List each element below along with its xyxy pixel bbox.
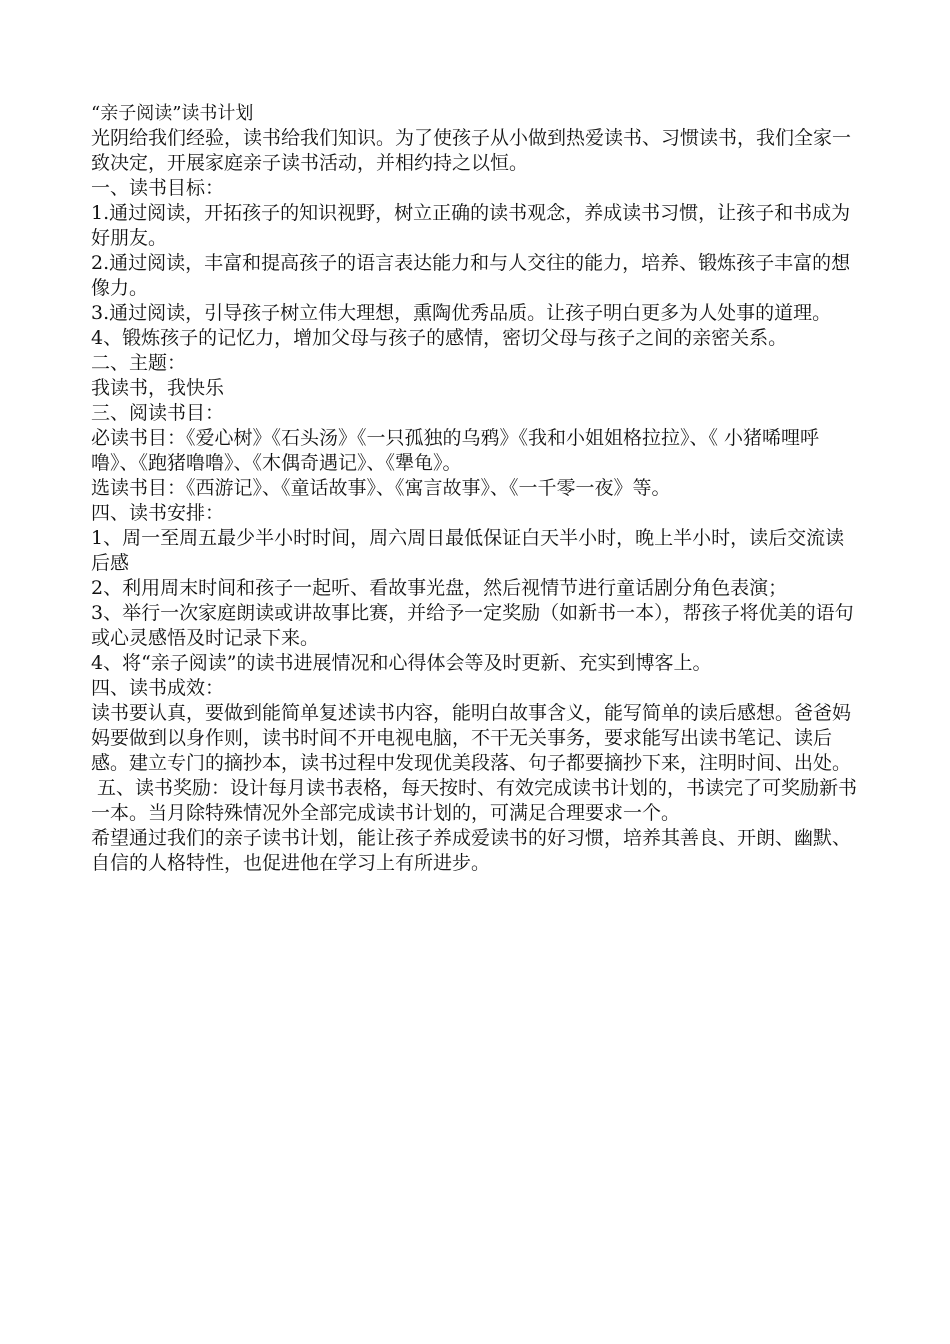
goal-item-4: 4、锻炼孩子的记忆力，增加父母与孩子的感情，密切父母与孩子之间的亲密关系。 (91, 327, 788, 349)
section-heading-schedule: 四、读书安排： (91, 502, 225, 524)
rewards-paragraph: 五、读书奖励：设计每月读书表格，每天按时、有效完成读书计划的，书读完了可奖励新书一本。当月除特殊情况外全部完成读书计划的，可满足合理要求一个。 (91, 777, 858, 824)
section-heading-booklist: 三、阅读书目： (91, 402, 225, 424)
plan-item-3: 3、举行一次家庭朗读或讲故事比赛，并给予一定奖励（如新书一本），帮孩子将优美的语句或心灵感悟及时记录下来。 (91, 602, 854, 649)
required-books: 必读书目：《爱心树》《石头汤》《一只孤独的乌鸦》《我和小姐姐格拉拉》、《 小猪唏哩呼噜》、《跑猪噜噜》、《木偶奇遇记》、《犟龟》。 (91, 427, 820, 474)
section-heading-theme: 二、主题： (91, 352, 187, 374)
plan-item-2: 2、利用周末时间和孩子一起听、看故事光盘，然后视情节进行童话剧分角色表演； (91, 577, 788, 599)
intro-paragraph: 光阴给我们经验，读书给我们知识。为了使孩子从小做到热爱读书、习惯读书，我们全家一致决定，开展家庭亲子读书活动，并相约持之以恒。 (91, 127, 852, 174)
optional-books: 选读书目：《西游记》、《童话故事》、《寓言故事》、《一千零一夜》等。 (91, 477, 671, 499)
plan-item-1: 1、周一至周五最少半小时时间，周六周日最低保证白天半小时，晚上半小时，读后交流读后感 (91, 527, 845, 574)
goal-item-1: 1.通过阅读，开拓孩子的知识视野，树立正确的读书观念，养成读书习惯，让孩子和书成为好朋友。 (91, 202, 851, 249)
document-title: “亲子阅读”读书计划 (91, 103, 254, 124)
section-heading-goals: 一、读书目标： (91, 177, 225, 199)
goal-item-2: 2.通过阅读，丰富和提高孩子的语言表达能力和与人交往的能力，培养、锻炼孩子丰富的想像力。 (91, 252, 851, 299)
outcomes-paragraph: 读书要认真，要做到能简单复述读书内容，能明白故事含义，能写简单的读后感想。爸爸妈妈要做到以身作则，读书时间不开电视电脑，不干无关事务，要求能写出读书笔记、读后感。建立专门的摘抄本，读书过程中发现优美段落、句子都要摘抄下来，注明时间、出处。 (91, 702, 852, 774)
closing-paragraph: 希望通过我们的亲子读书计划，能让孩子养成爱读书的好习惯，培养其善良、开朗、幽默、自信的人格特性，也促进他在学习上有所进步。 (91, 827, 852, 874)
document-page (91, 101, 863, 876)
goal-item-3: 3.通过阅读，引导孩子树立伟大理想，熏陶优秀品质。让孩子明白更多为人处事的道理。 (91, 302, 832, 324)
theme-text: 我读书，我快乐 (91, 377, 225, 399)
plan-item-4: 4、将“亲子阅读”的读书进展情况和心得体会等及时更新、充实到博客上。 (91, 652, 712, 674)
section-heading-outcomes: 四、读书成效： (91, 677, 225, 699)
